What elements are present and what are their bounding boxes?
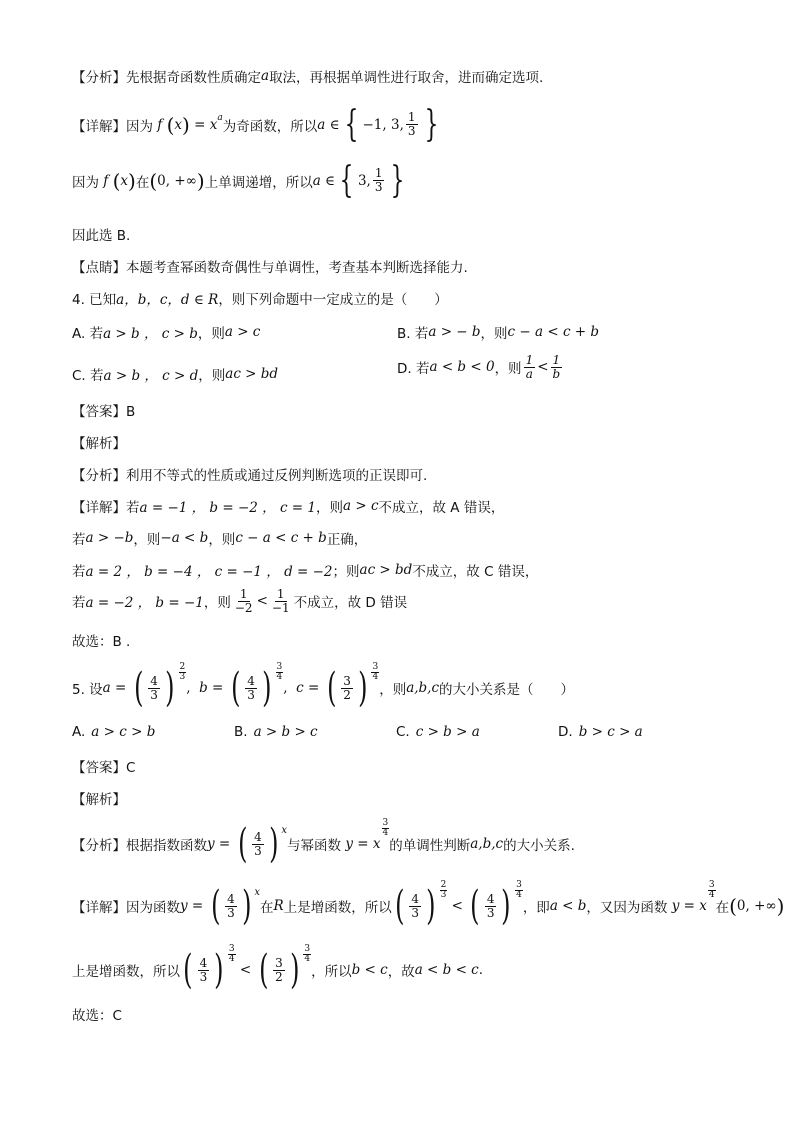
option-label: D. 若 (397, 361, 430, 378)
q4-detail-4: 若 a = −2 ， b = −1 ，则 $\frac{1}{-2}$ < $\frac{1}{-1}$ 不成立，故 D 错误 (72, 587, 408, 615)
q4-option-c (72, 364, 278, 384)
analysis-tag: 【分析】 (72, 468, 126, 484)
q3-conclusion: 因此选 B. (72, 228, 131, 244)
detail-text: 若 (72, 595, 86, 612)
detail-math: a = −1 ， b = −2 ， c = 1 (139, 500, 316, 516)
detail-math: a > c (343, 498, 379, 514)
q3-line3: 因为 f ( x ) 在 ( 0, +∞ ) 上单调递增，所以 a ∈ { 3, $\frac{1}{3}$ } (72, 160, 405, 201)
q5-stem: 5. 设 a = ( $\frac{4}{3}$ ) 2 3 , b = ( $\frac{4}{3}$ ) 3 4 , c = ( $\frac{3}{2}$ ) 3 4 ，则 a,b,c 的大小关系是（ ） (72, 661, 575, 711)
comment-text: 本题考查幂函数奇偶性与单调性，考查基本判断选择能力. (126, 260, 468, 276)
detail-math: a = −2 ， b = −1 (85, 595, 204, 612)
detail-text: ；则 (332, 564, 360, 580)
q4-option-a (72, 322, 260, 342)
q5-detail-2: 上是增函数，所以 ( $\frac{4}{3}$ ) 3 4 < ( $\frac{3}{2}$ ) 3 4 ，所以 b < c ，故 a < b < c . (72, 943, 484, 993)
q3-analysis (72, 66, 543, 86)
detail-text: 上是增函数，所以 (72, 964, 180, 980)
detail-text: 不成立，故 A 错误， (378, 500, 505, 516)
comment-tag: 【点睛】 (72, 260, 126, 276)
q4-analysis (72, 464, 427, 484)
math-fx: f (153, 116, 167, 133)
option-math: b > c > a (578, 724, 643, 740)
option-text: ，则 (198, 368, 226, 384)
q5-option-d (558, 724, 643, 740)
detail-tag: 【详解】 (72, 500, 126, 516)
q5-answer: 【答案】C (72, 760, 136, 776)
analysis-text: 的单调性判断 (389, 838, 471, 854)
q5-solution: 【解析】 (72, 792, 126, 808)
detail-math: a > −b (85, 530, 134, 546)
q4-detail-3 (72, 560, 538, 580)
detail-text: 不成立，故 D 错误 (293, 595, 408, 612)
detail-tag: 【详解】 (72, 118, 126, 135)
detail-text: ，即 (522, 900, 550, 916)
q4-option-b (397, 322, 599, 342)
q4-final: 故选：B . (72, 634, 131, 650)
detail-text: ，则 (316, 500, 343, 516)
detail-tag: 【详解】 (72, 900, 126, 916)
q5-detail-1: 【详解】 因为函数 y = ( $\frac{4}{3}$ ) x 在 R 上是增函数，所以 ( $\frac{4}{3}$ ) 2 3 < ( $\frac{4}{3}$ ) 3 4 ，即 a < b ，又因为函数 y = x 3 4 在 ( 0, +∞ ) (72, 879, 785, 929)
detail-text: ，又因为函数 (586, 900, 668, 916)
analysis-text: 取法，再根据单调性进行取舍，进而确定选项. (269, 70, 544, 86)
q4-stem (72, 288, 448, 308)
detail-text: 若 (126, 500, 140, 516)
detail-text: 若 (72, 532, 86, 548)
math-set: a (317, 116, 330, 133)
detail-text: ，则 (203, 595, 231, 612)
option-math: a > − b (428, 324, 481, 340)
option-label: B. (234, 724, 248, 740)
option-label: C. (396, 724, 410, 740)
q4-answer: 【答案】B (72, 404, 136, 420)
detail-text: 因为函数 (126, 900, 180, 916)
detail-text: 在 (260, 900, 274, 916)
detail-text: 在 (715, 900, 730, 916)
option-math: a > c (224, 324, 261, 340)
q4-detail-2 (72, 528, 367, 548)
variable: a (261, 68, 270, 84)
option-math: a < b < 0 (429, 359, 495, 376)
detail-math: a < b (549, 898, 587, 914)
detail-math: R (273, 898, 284, 914)
detail-text: 上是增函数，所以 (283, 900, 392, 916)
detail-math: −a < b (160, 530, 209, 546)
detail-text: ，则 (133, 532, 161, 548)
q5-option-a (72, 724, 155, 740)
q5-option-b (234, 724, 318, 740)
analysis-text: 利用不等式的性质或通过反例判断选项的正误即可. (126, 468, 428, 484)
detail-math: a < b < c (414, 962, 479, 978)
detail-text: 上单调递增，所以 (204, 174, 313, 191)
analysis-tag: 【分析】 (72, 70, 126, 86)
stem-text: ，则下列命题中一定成立的是（ ） (218, 292, 448, 308)
analysis-text: 的大小关系. (503, 838, 575, 854)
detail-text: ，则 (208, 532, 236, 548)
option-math: ac > bd (225, 366, 279, 382)
option-text: ，则 (197, 326, 225, 342)
option-text: ，则 (494, 361, 522, 378)
q3-detail: 【详解】 因为 f ( x ) = x a 为奇函数，所以 a ∈ { −1, 3, $\frac{1}{3}$ } (72, 104, 438, 145)
option-label: D. (558, 724, 573, 740)
detail-text: 因为 (126, 118, 153, 135)
detail-math: b < c (351, 962, 388, 978)
detail-text: ，故 (387, 964, 415, 980)
detail-text: 因为 (72, 174, 99, 191)
q4-option-d: D. 若 a < b < 0 ，则 $\frac{1}{a}$ < $\frac{1}{b}$ (397, 353, 561, 381)
stem-vars: a,b,c (406, 680, 440, 696)
analysis-tag: 【分析】 (72, 838, 126, 854)
option-text: ，则 (480, 326, 508, 342)
option-math: a > c > b (91, 724, 156, 740)
detail-math: a = 2 ， b = −4 ， c = −1 ， d = −2 (85, 564, 333, 580)
q5-option-c (396, 724, 480, 740)
question-number: 5. 设 (72, 682, 103, 698)
option-math: a > b ， c > d (103, 368, 199, 384)
option-math: c > b > a (415, 724, 480, 740)
option-label: A. (72, 724, 86, 740)
analysis-vars: a,b,c (470, 836, 504, 852)
q4-detail-1 (72, 496, 504, 516)
option-label: C. 若 (72, 368, 104, 384)
stem-text: ，则 (379, 682, 407, 698)
q5-final: 故选：C (72, 1008, 122, 1024)
analysis-text: 与幂函数 (287, 838, 342, 854)
detail-text: . (478, 962, 484, 978)
option-math: a > b ， c > b (103, 326, 198, 342)
option-label: A. 若 (72, 326, 104, 342)
q5-analysis: 【分析】 根据指数函数 y = ( $\frac{4}{3}$ ) x 与幂函数 y = x 3 4 的单调性判断 a,b,c 的大小关系. (72, 817, 575, 867)
option-label: B. 若 (397, 326, 429, 342)
detail-text: 不成立，故 C 错误， (412, 564, 539, 580)
detail-math: c − a < c + b (235, 530, 327, 546)
stem-text: 的大小关系是（ ） (439, 682, 575, 698)
stem-vars: a，b，c，d ∈ R (116, 292, 219, 308)
detail-text: ，所以 (311, 964, 352, 980)
analysis-text: 先根据奇函数性质确定 (126, 70, 261, 86)
detail-text: 在 (135, 174, 150, 191)
q3-comment (72, 256, 468, 276)
question-number: 4. 已知 (72, 292, 117, 308)
q4-solution: 【解析】 (72, 436, 126, 452)
analysis-text: 根据指数函数 (126, 838, 207, 854)
detail-text: 为奇函数，所以 (222, 118, 318, 135)
detail-text: 正确， (326, 532, 368, 548)
option-math: c − a < c + b (507, 324, 600, 340)
option-math: a > b > c (253, 724, 318, 740)
detail-math: ac > bd (359, 562, 413, 578)
detail-text: 若 (72, 564, 86, 580)
